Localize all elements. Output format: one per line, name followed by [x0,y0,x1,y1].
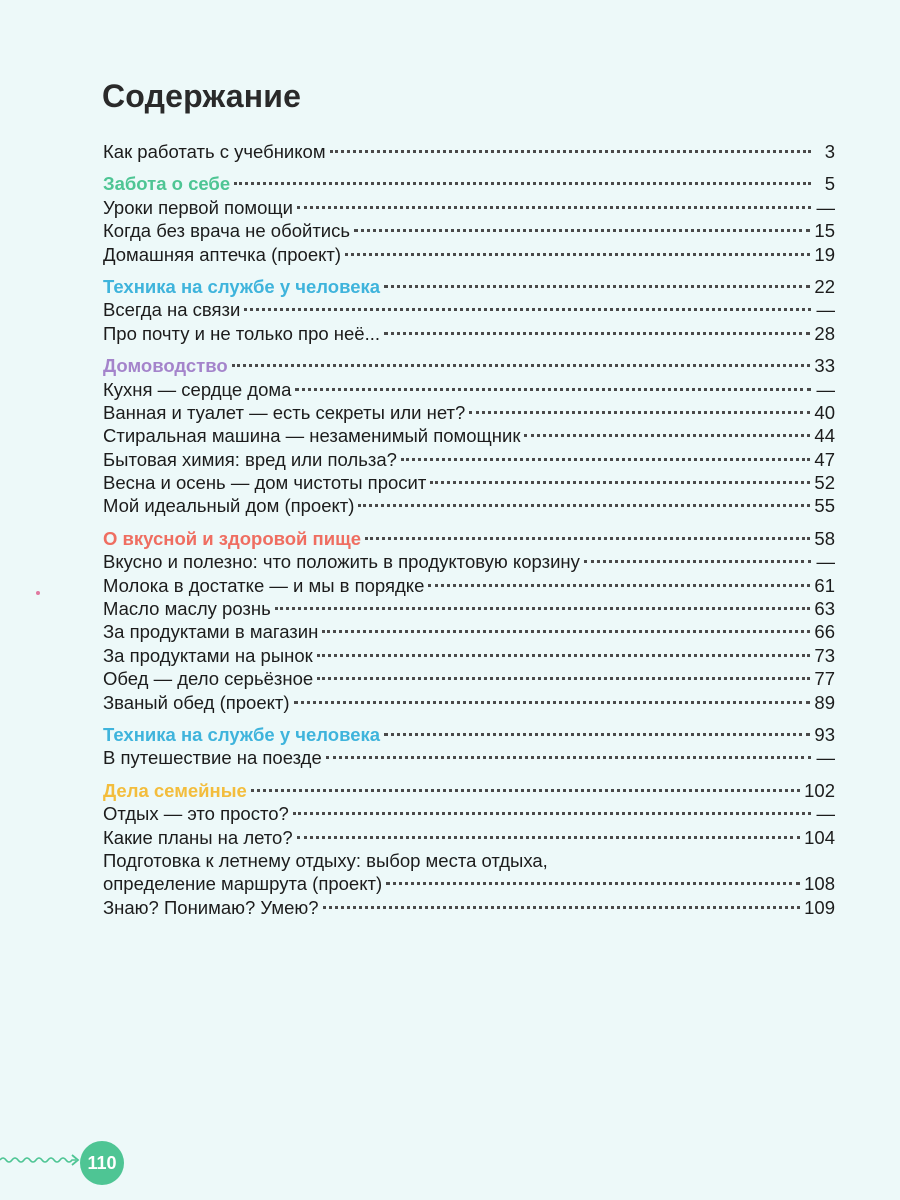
dot-leader [330,150,811,153]
toc-section-title: Забота о себе [103,173,231,195]
toc-section-row [103,723,835,746]
toc-page-number: 52 [814,472,835,494]
toc-page-number: — [816,803,835,825]
dot-leader [584,560,811,563]
dot-leader [317,677,810,680]
toc-item-title: Про почту и не только про неё... [103,322,381,344]
toc-item-row [103,494,835,517]
toc-item-title: Званый обед (проект) [103,691,290,713]
toc-item-row [103,322,835,345]
dot-leader [326,756,811,759]
toc-page-number: — [816,299,835,321]
toc-page-number: 108 [804,873,835,895]
toc-page-number: 19 [814,243,835,265]
dot-leader [524,434,810,437]
toc-item-row [103,448,835,471]
toc-item-title: Масло маслу рознь [103,598,271,620]
toc-item-row [103,219,835,242]
toc-page-number: 22 [814,275,835,297]
toc-page-number: — [816,378,835,400]
toc-page-number: 63 [814,598,835,620]
dot-leader [295,388,811,391]
toc-item-title: Мой идеальный дом (проект) [103,495,355,517]
toc-item-title: Уроки первой помощи [103,196,293,218]
dot-leader [323,906,801,909]
decorative-dot [36,591,40,595]
toc-item-title: Бытовая химия: вред или польза? [103,448,397,470]
toc-item-row [103,243,835,266]
dot-leader [322,630,810,633]
toc-section-title: Техника на службе у человека [103,275,381,297]
toc-page-number: 104 [804,826,835,848]
dot-leader [297,836,800,839]
dot-leader [384,332,810,335]
toc-page-number: 102 [804,779,835,801]
toc-item-title: Какие планы на лето? [103,826,293,848]
toc-item-row [103,802,835,825]
table-of-contents [103,140,835,919]
toc-item-title: Отдых — это просто? [103,803,289,825]
dot-leader [354,229,810,232]
toc-page-number: — [816,551,835,573]
toc-page-number: 66 [814,621,835,643]
toc-page-number: 61 [814,574,835,596]
toc-page-number: 109 [804,896,835,918]
dot-leader [293,812,811,815]
toc-item-title: Всегда на связи [103,299,241,321]
toc-item-row [103,401,835,424]
toc-item-row [103,620,835,643]
dot-leader [345,253,810,256]
dot-leader [358,504,810,507]
toc-section-row [103,275,835,298]
toc-item-title: Как работать с учебником [103,141,326,162]
toc-item-title: определение маршрута (проект) [103,873,383,895]
toc-page-number: 55 [814,495,835,517]
toc-item-title: Обед — дело серьёзное [103,668,314,690]
dot-leader [234,182,811,185]
toc-item-row [103,597,835,620]
toc-item-row [103,298,835,321]
toc-item-title: Домашняя аптечка (проект) [103,243,342,265]
toc-item-row [103,550,835,573]
toc-item-row [103,849,835,872]
toc-section-row [103,172,835,195]
dot-leader [365,537,810,540]
toc-item-row [103,574,835,597]
dot-leader [294,701,811,704]
toc-page-number: 44 [814,425,835,447]
toc-section-row [103,354,835,377]
toc-item-title: За продуктами на рынок [103,644,313,666]
dot-leader [232,364,811,367]
dot-leader [401,458,810,461]
toc-section-row [103,527,835,550]
dot-leader [244,308,811,311]
dot-leader [384,285,810,288]
toc-item-row [103,826,835,849]
toc-section-title: Домоводство [103,355,228,377]
toc-section-row [103,779,835,802]
toc-page-number: — [816,747,835,769]
dot-leader [297,206,811,209]
toc-item-title: Стиральная машина — незаменимый помощник [103,425,521,447]
toc-page-number: 3 [824,141,835,162]
dot-leader [317,654,811,657]
page-title: Содержание [102,78,302,114]
toc-item-row [103,471,835,494]
toc-item-row [103,140,835,163]
toc-page-number: 93 [814,723,835,745]
dot-leader [386,882,800,885]
toc-page-number: 58 [814,527,835,549]
toc-item-title: Когда без врача не обойтись [103,220,351,242]
toc-page-number: 5 [824,173,835,195]
toc-item-row [103,691,835,714]
toc-item-row [103,872,835,895]
toc-item-title: В путешествие на поезде [103,747,322,769]
toc-item-title: За продуктами в магазин [103,621,319,643]
toc-item-title: Весна и осень — дом чистоты просит [103,472,427,494]
toc-page-number: 47 [814,448,835,470]
toc-item-row [103,667,835,690]
toc-item-row [103,644,835,667]
dot-leader [469,411,810,414]
dot-leader [251,789,800,792]
toc-item-row [103,746,835,769]
toc-item-title: Молока в достатке — и мы в порядке [103,574,425,596]
page-number-badge: 110 [80,1141,124,1185]
toc-page-number: 33 [814,355,835,377]
toc-page-number: 73 [814,644,835,666]
toc-page-number: 28 [814,322,835,344]
toc-item-title: Кухня — сердце дома [103,378,292,400]
toc-page-number: 89 [814,691,835,713]
wave-decoration-icon [0,1152,82,1168]
toc-page-number: — [816,196,835,218]
toc-item-row [103,196,835,219]
toc-item-row [103,424,835,447]
toc-item-title: Подготовка к летнему отдыху: выбор места отдыха, [103,849,548,871]
toc-item-row [103,378,835,401]
toc-item-title: Ванная и туалет — есть секреты или нет? [103,401,466,423]
dot-leader [430,481,810,484]
toc-item-row [103,896,835,919]
toc-page-number: 40 [814,401,835,423]
dot-leader [275,607,811,610]
toc-section-title: О вкусной и здоровой пище [103,527,362,549]
toc-page-number: 77 [814,668,835,690]
toc-section-title: Техника на службе у человека [103,723,381,745]
toc-item-title: Вкусно и полезно: что положить в продуктовую корзину [103,551,580,573]
dot-leader [428,584,810,587]
dot-leader [384,733,810,736]
toc-item-title: Знаю? Понимаю? Умею? [103,896,319,918]
toc-page-number: 15 [814,220,835,242]
toc-section-title: Дела семейные [103,779,247,801]
